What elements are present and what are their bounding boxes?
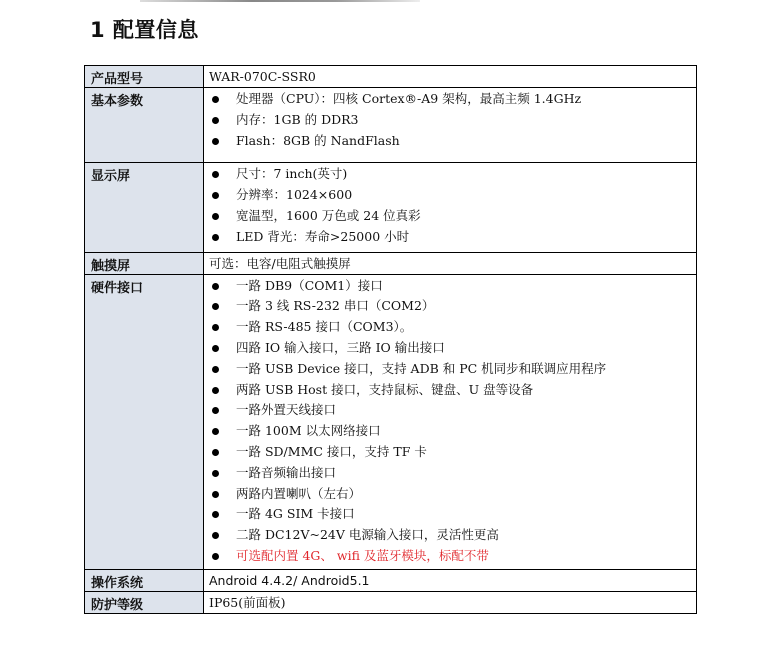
top-divider <box>140 0 420 2</box>
list-item: 宽温型，1600 万色或 24 位真彩 <box>209 206 696 227</box>
list-item: 一路 4G SIM 卡接口 <box>209 504 696 525</box>
list-item: 一路音频输出接口 <box>209 463 696 484</box>
display-cell <box>204 163 697 252</box>
row-label: 产品型号 <box>85 66 204 88</box>
list-item: Flash：8GB 的 NandFlash <box>209 131 696 152</box>
table-row-protection <box>85 591 697 613</box>
list-item: 两路内置喇叭（左右） <box>209 484 696 505</box>
row-label: 基本参数 <box>85 88 204 163</box>
list-item: 分辨率：1024×600 <box>209 185 696 206</box>
list-item: 一路 3 线 RS-232 串口（COM2） <box>209 296 696 317</box>
table-row-hardware-interfaces <box>85 274 697 569</box>
list-item: 一路 DB9（COM1）接口 <box>209 276 696 297</box>
list-item: 一路外置天线接口 <box>209 400 696 421</box>
row-label: 硬件接口 <box>85 274 204 569</box>
list-item: 一路 RS-485 接口（COM3）。 <box>209 317 696 338</box>
row-label: 触摸屏 <box>85 252 204 274</box>
list-item: LED 背光：寿命>25000 小时 <box>209 227 696 248</box>
table-row-basic-params <box>85 88 697 163</box>
list-item: 内存：1GB 的 DDR3 <box>209 110 696 131</box>
touchscreen-value: 可选：电容/电阻式触摸屏 <box>204 252 697 274</box>
model-value: WAR-070C-SSR0 <box>204 66 697 88</box>
table-row-display <box>85 163 697 252</box>
list-item: 一路 USB Device 接口，支持 ADB 和 PC 机同步和联调应用程序 <box>209 359 696 380</box>
basic-params-cell <box>204 88 697 163</box>
section-title: 1 配置信息 <box>90 18 199 42</box>
spec-table <box>84 65 697 614</box>
protection-value: IP65(前面板) <box>204 591 697 613</box>
list-item: 一路 100M 以太网络接口 <box>209 421 696 442</box>
os-value: Android 4.4.2/ Android5.1 <box>204 569 697 591</box>
row-label: 操作系统 <box>85 569 204 591</box>
list-item: 尺寸：7 inch(英寸) <box>209 164 696 185</box>
table-row-model <box>85 66 697 88</box>
list-item: 两路 USB Host 接口，支持鼠标、键盘、U 盘等设备 <box>209 380 696 401</box>
list-item: 四路 IO 输入接口，三路 IO 输出接口 <box>209 338 696 359</box>
list-item: 二路 DC12V~24V 电源输入接口，灵活性更高 <box>209 525 696 546</box>
row-label: 显示屏 <box>85 163 204 252</box>
list-item: 一路 SD/MMC 接口，支持 TF 卡 <box>209 442 696 463</box>
row-label: 防护等级 <box>85 591 204 613</box>
hardware-interfaces-cell <box>204 274 697 569</box>
table-row-os <box>85 569 697 591</box>
table-row-touchscreen <box>85 252 697 274</box>
optional-modules-note: 可选配内置 4G、 wifi 及蓝牙模块，标配不带 <box>209 546 696 567</box>
list-item: 处理器（CPU）：四核 Cortex®-A9 架构，最高主频 1.4GHz <box>209 89 696 110</box>
